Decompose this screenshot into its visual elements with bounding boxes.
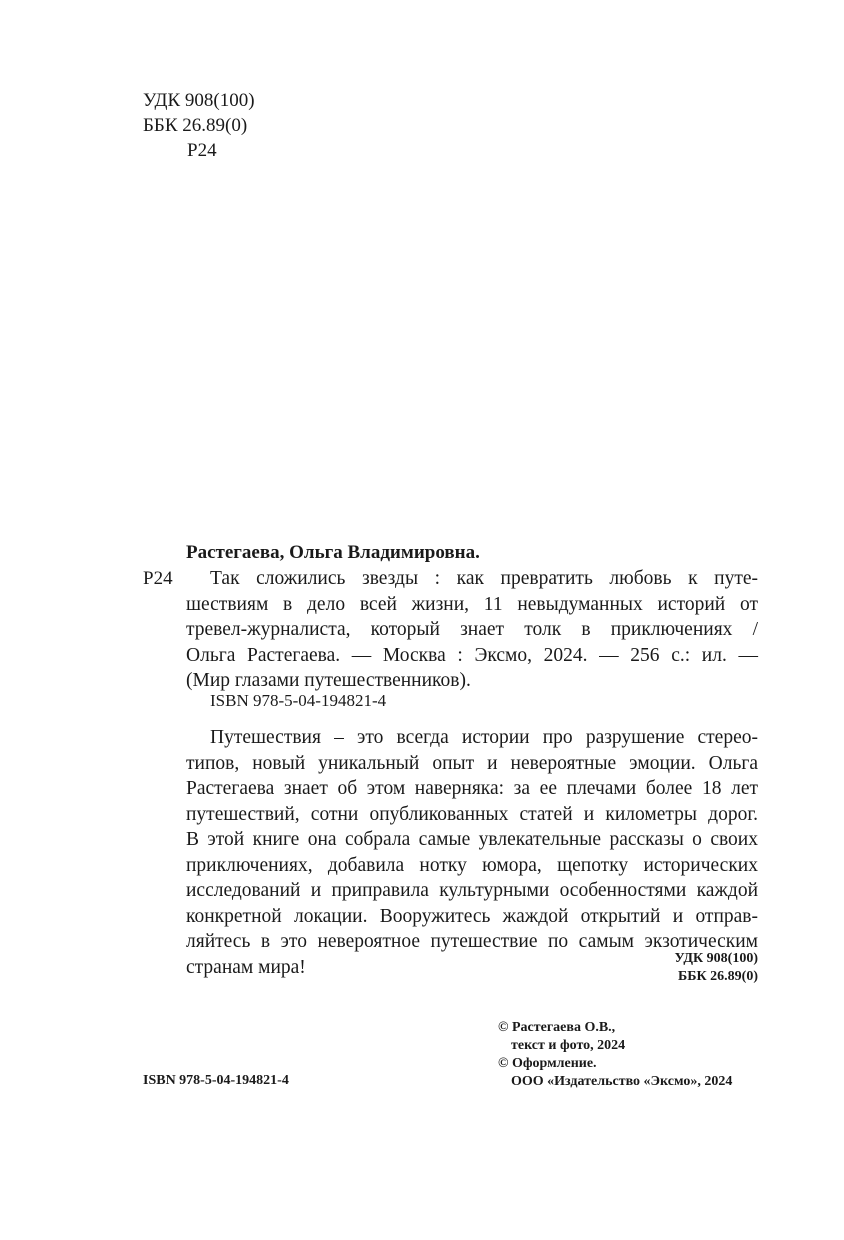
copyright-publisher: ООО «Издательство «Эксмо», 2024 [511,1074,733,1089]
classification-codes [143,88,255,163]
annotation-line: путешествий, сотни опубликованных статей и километры дорог. [186,803,758,825]
bbk-code-right: ББК 26.89(0) [678,969,758,984]
annotation-line: приключениях, добавила нотку юмора, щепотку исторических [186,854,758,876]
udk-code: УДК 908(100) [143,90,255,111]
copyright-author: © Растегаева О.В., [498,1020,616,1035]
author-heading: Растегаева, Ольга Владимировна. [186,542,480,563]
annotation-line: Путешествия – это всегда истории про разрушение стерео- [210,727,758,748]
annotation [186,725,758,980]
bbk-code: ББК 26.89(0) [143,115,248,136]
description-line: тревел-журналиста, который знает толк в приключениях / [186,619,758,640]
isbn-bottom: ISBN 978-5-04-194821-4 [143,1073,289,1088]
author-mark: Р24 [187,140,217,161]
description-line: Ольга Растегаева. — Москва : Эксмо, 2024. — 256 с.: ил. — [186,644,758,666]
annotation-line: ляйтесь в это невероятное путешествие по самым экзотическим [186,931,758,952]
annotation-line: исследований и приправила культурными особенностями каждой [186,880,758,901]
isbn-entry: ISBN 978-5-04-194821-4 [210,691,387,710]
entry-author-mark: Р24 [143,568,173,589]
bibliographic-description [186,566,758,694]
annotation-line: типов, новый уникальный опыт и невероятные эмоции. Ольга [186,752,758,774]
copyright-design: © Оформление. [498,1056,597,1071]
annotation-line: В этой книге она собрала самые увлекательные рассказы о своих [186,829,758,850]
udk-code-right: УДК 908(100) [674,951,758,966]
copyright-author-detail: текст и фото, 2024 [511,1038,626,1053]
copyright-block [498,1019,732,1091]
classification-codes-right [640,950,758,986]
annotation-line: странам мира! [186,956,306,978]
description-line: Так сложились звезды : как превратить любовь к путе- [210,568,758,589]
annotation-line: Растегаева знает об этом наверняка: за ее плечами более 18 лет [186,778,758,799]
description-line: шествиям в дело всей жизни, 11 невыдуманных историй от [186,593,758,615]
description-line: (Мир глазами путешественников). [186,670,471,691]
annotation-line: конкретной локации. Вооружитесь жаждой открытий и отправ- [186,905,758,927]
